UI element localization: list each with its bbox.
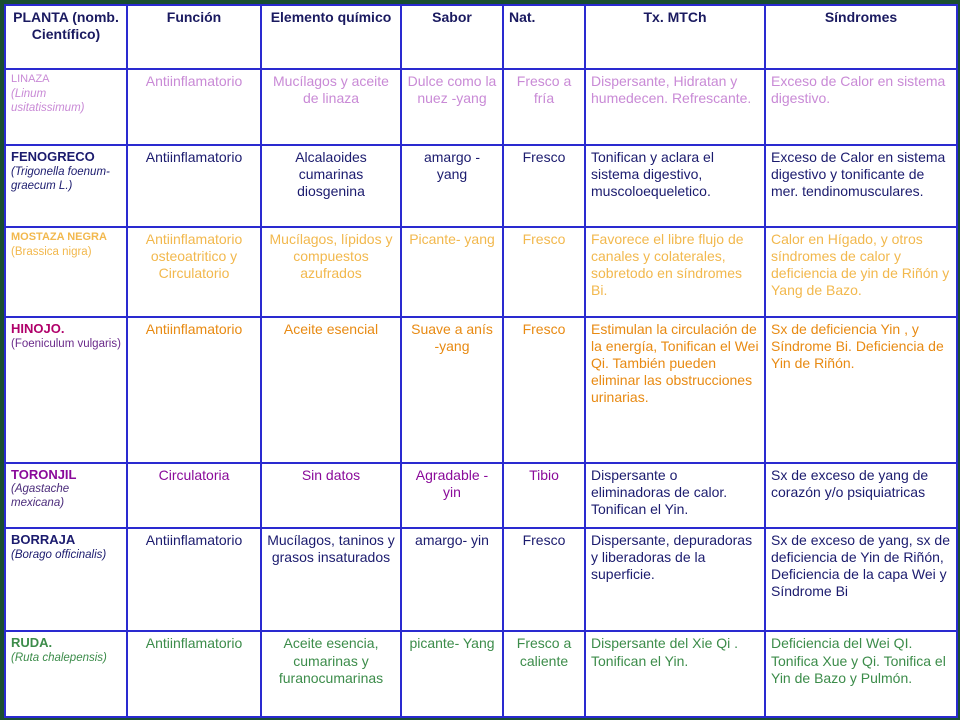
tx-cell: Dispersante del Xie Qi . Tonifican el Yin. (585, 631, 765, 717)
sabor-cell: Dulce como la nuez -yang (401, 69, 503, 144)
plant-cell (5, 227, 127, 317)
funcion-cell: Antiinflamatorio (127, 528, 261, 632)
plant-scientific-name: (Brassica nigra) (11, 245, 92, 258)
sindromes-cell: Sx de exceso de yang de corazón y/o psiquiatricas (765, 463, 957, 528)
sabor-cell: Picante- yang (401, 227, 503, 317)
tx-cell: Dispersante o eliminadoras de calor. Tonifican el Yin. (585, 463, 765, 528)
tx-cell: Favorece el libre flujo de canales y colaterales, sobretodo en síndromes Bi. (585, 227, 765, 317)
tx-cell: Dispersante, Hidratan y humedecen. Refrescante. (585, 69, 765, 144)
sabor-cell: amargo - yang (401, 145, 503, 227)
table-row (5, 145, 957, 227)
plant-scientific-name: (Ruta chalepensis) (11, 652, 107, 665)
elemento-cell: Aceite esencial (261, 317, 401, 463)
funcion-cell: Antiinflamatorio (127, 145, 261, 227)
header-sabor: Sabor (401, 5, 503, 69)
plant-cell (5, 69, 127, 144)
header-planta: PLANTA (nomb. Científico) (5, 5, 127, 69)
header-elemento: Elemento químico (261, 5, 401, 69)
header-row (5, 5, 957, 69)
plant-cell (5, 463, 127, 528)
sabor-cell: Agradable -yin (401, 463, 503, 528)
elemento-cell: Aceite esencia, cumarinas y furanocumarinas (261, 631, 401, 717)
tx-cell: Estimulan la circulación de la energía, Tonifican el Wei Qi. También pueden eliminar las obstrucciones urinarias. (585, 317, 765, 463)
sindromes-cell: Calor en Hígado, y otros síndromes de calor y deficiencia de yin de Riñón y Yang de Bazo. (765, 227, 957, 317)
table-row (5, 227, 957, 317)
elemento-cell: Mucílagos y aceite de linaza (261, 69, 401, 144)
plant-cell (5, 145, 127, 227)
plant-name: MOSTAZA NEGRA (11, 231, 107, 244)
funcion-cell: Antiinflamatorio (127, 631, 261, 717)
sindromes-cell: Exceso de Calor en sistema digestivo y tonificante de mer. tendinomusculares. (765, 145, 957, 227)
plant-name: FENOGRECO (11, 148, 95, 164)
table-row (5, 69, 957, 144)
sindromes-cell: Exceso de Calor en sistema digestivo. (765, 69, 957, 144)
table-row (5, 317, 957, 463)
nat-cell: Fresco (503, 317, 585, 463)
nat-cell: Fresco (503, 528, 585, 632)
table-row (5, 631, 957, 717)
tx-cell: Dispersante, depuradoras y liberadoras de la superficie. (585, 528, 765, 632)
elemento-cell: Alcalaoides cumarinas diosgenina (261, 145, 401, 227)
funcion-cell: Antiinflamatorio osteoatritico y Circulatorio (127, 227, 261, 317)
sindromes-cell: Sx de exceso de yang, sx de deficiencia de Yin de Riñón, Deficiencia de la capa Wei y Síndrome Bi (765, 528, 957, 632)
table-row (5, 463, 957, 528)
sabor-cell: amargo- yin (401, 528, 503, 632)
sindromes-cell: Sx de deficiencia Yin , y Síndrome Bi. Deficiencia de Yin de Riñón. (765, 317, 957, 463)
funcion-cell: Antiinflamatorio (127, 317, 261, 463)
sindromes-cell: Deficiencia del Wei QI. Tonifica Xue y Qi. Tonifica el Yin de Bazo y Pulmón. (765, 631, 957, 717)
nat-cell: Fresco a caliente (503, 631, 585, 717)
plant-name: HINOJO. (11, 320, 65, 336)
plants-table (4, 4, 958, 718)
tx-cell: Tonifican y aclara el sistema digestivo, muscoloequeletico. (585, 145, 765, 227)
plant-scientific-name: (Trigonella foenum-graecum L.) (11, 165, 110, 192)
sabor-cell: Suave a anís -yang (401, 317, 503, 463)
plant-cell (5, 631, 127, 717)
plant-name: BORRAJA (11, 531, 76, 547)
header-sindromes: Síndromes (765, 5, 957, 69)
elemento-cell: Sin datos (261, 463, 401, 528)
plant-name: LINAZA (11, 73, 50, 86)
nat-cell: Fresco (503, 227, 585, 317)
sabor-cell: picante- Yang (401, 631, 503, 717)
table-row (5, 528, 957, 632)
header-tx: Tx. MTCh (585, 5, 765, 69)
elemento-cell: Mucílagos, lípidos y compuestos azufrados (261, 227, 401, 317)
nat-cell: Fresco (503, 145, 585, 227)
nat-cell: Tibio (503, 463, 585, 528)
funcion-cell: Circulatoria (127, 463, 261, 528)
plant-name: RUDA. (11, 635, 53, 651)
nat-cell: Fresco a fría (503, 69, 585, 144)
plant-scientific-name: (Agastache mexicana) (11, 483, 70, 510)
plant-scientific-name: (Linum usitatissimum) (11, 87, 85, 114)
plant-scientific-name: (Foeniculum vulgaris) (11, 337, 121, 350)
header-nat: Nat. (503, 5, 585, 69)
plant-cell (5, 317, 127, 463)
funcion-cell: Antiinflamatorio (127, 69, 261, 144)
plant-cell (5, 528, 127, 632)
plant-name: TORONJIL (11, 466, 77, 482)
header-funcion: Función (127, 5, 261, 69)
elemento-cell: Mucílagos, taninos y grasos insaturados (261, 528, 401, 632)
plant-scientific-name: (Borago officinalis) (11, 548, 107, 561)
